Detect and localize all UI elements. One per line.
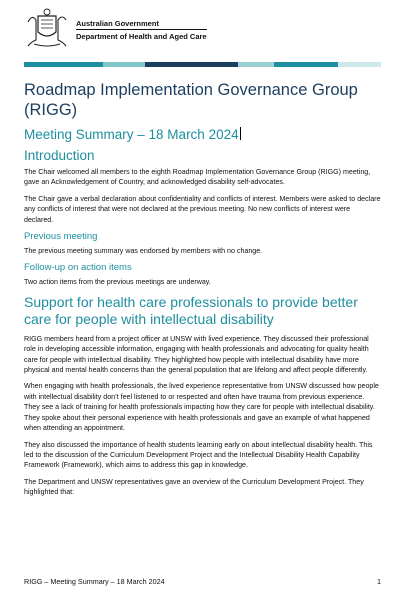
heading-introduction: Introduction	[24, 148, 95, 163]
decorative-stripe	[24, 62, 381, 67]
footer-title: RIGG – Meeting Summary – 18 March 2024	[24, 577, 165, 586]
document-body	[24, 80, 381, 504]
page-number: 1	[377, 577, 381, 586]
department-name: Department of Health and Aged Care	[76, 29, 207, 42]
heading-support: Support for health care professionals to provide better care for people with intellectual disability	[24, 293, 358, 327]
support-paragraph-2: When engaging with health professionals, the lived experience representative from UNSW discussed how people with intellectual disability don’t feel listened to or respected and often have trauma from previous experience. They see a lack of training for health professionals impacting how they care for people with intellectual disability. They spoke about their personal experience with health professionals and gave an example of what happened when attending an appointment.	[24, 382, 379, 433]
intro-paragraph-1: The Chair welcomed all members to the eighth Roadmap Implementation Governance Group (RIGG) meeting, gave an Acknowledgement of Country, and acknowledged disability self-advocates.	[24, 168, 371, 187]
document-subtitle	[24, 126, 381, 143]
stripe-segment	[274, 62, 338, 67]
document-title: Roadmap Implementation Governance Group (RIGG)	[24, 81, 358, 119]
page-footer	[24, 577, 381, 586]
heading-previous-meeting: Previous meeting	[24, 231, 98, 243]
support-paragraph-1: RIGG members heard from a project officer at UNSW with lived experience. They discussed their professional role in developing accessible information, engaging with health professionals and advocating for quality health care for people with intellectual disability. They highlighted how people with intellectual disability have more physical and mental health concerns than the general population that are lifelong and affect people differently.	[24, 334, 369, 375]
stripe-segment	[338, 62, 381, 67]
government-branding	[76, 18, 207, 42]
heading-follow-up: Follow-up on action items	[24, 262, 132, 274]
support-paragraph-3: They also discussed the importance of health students learning early on about intellectual disability health. This led to the discussion of the Curriculum Development Project and the Intellectual Disability Health Capability Framework (Framework), which aims to address this gap in knowledge.	[24, 440, 373, 470]
support-paragraph-4: The Department and UNSW representatives gave an overview of the Curriculum Development Project. They highlighted that:	[24, 477, 364, 497]
follow-up-paragraph: Two action items from the previous meetings are underway.	[24, 278, 211, 287]
intro-paragraph-2: The Chair gave a verbal declaration about confidentiality and conflicts of interest. Members were asked to declare any conflicts of interest that were not declared at the previous meeting. No new conflicts of interest were declared.	[24, 194, 381, 224]
stripe-segment	[103, 62, 146, 67]
page-header	[24, 6, 384, 56]
text-cursor	[240, 127, 241, 140]
subtitle-text: Meeting Summary – 18 March 2024	[24, 127, 239, 142]
previous-meeting-paragraph: The previous meeting summary was endorsed by members with no change.	[24, 247, 263, 256]
coat-of-arms-icon	[24, 6, 70, 50]
stripe-segment	[238, 62, 274, 67]
stripe-segment	[145, 62, 238, 67]
stripe-segment	[24, 62, 103, 67]
government-name: Australian Government	[76, 19, 159, 28]
